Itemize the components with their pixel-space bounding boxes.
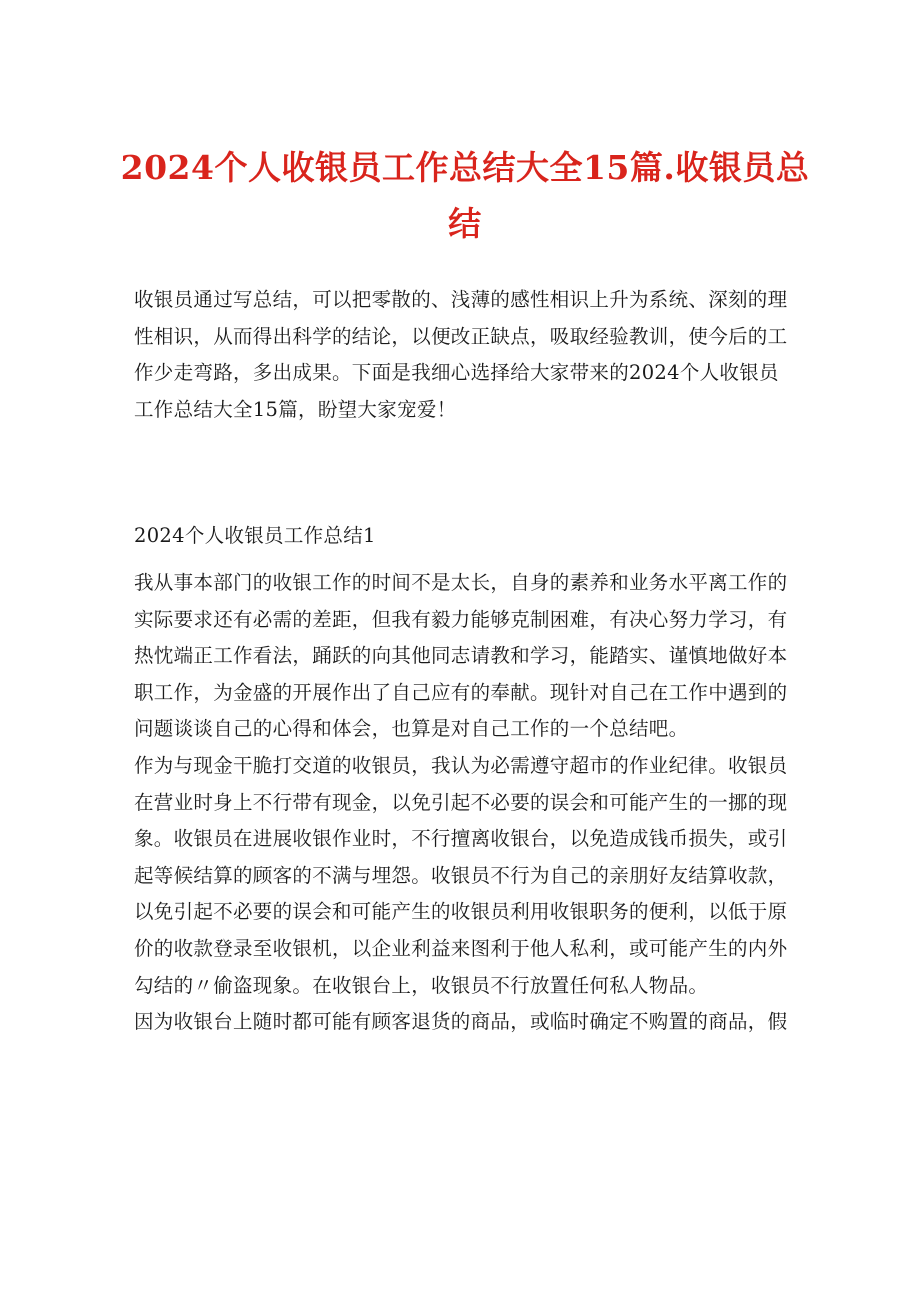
intro-paragraph: 收银员通过写总结，可以把零散的、浅薄的感性相识上升为系统、深刻的理性相识，从而得出科学的结论，以便改正缺点，吸取经验教训，使今后的工作少走弯路，多出成果。下面是我细心选择给大家带来的2024个人收银员工作总结大全15篇，盼望大家宠爱！ [134, 288, 788, 421]
section-heading: 2024个人收银员工作总结1 [134, 524, 376, 547]
document-title: 2024个人收银员工作总结大全15篇.收银员总结 [120, 148, 810, 243]
body-paragraph: 我从事本部门的收银工作的时间不是太长，自身的素养和业务水平离工作的实际要求还有必需的差距，但我有毅力能够克制困难，有决心努力学习，有热忱端正工作看法，踊跃的向其他同志请教和学习，能踏实、谨慎地做好本职工作，为金盛的开展作出了自己应有的奉献。现针对自己在工作中遇到的问题谈谈自己的心得和体会，也算是对自己工作的一个总结吧。 [134, 571, 788, 741]
body-paragraph: 因为收银台上随时都可能有顾客退货的商品，或临时确定不购置的商品，假 [134, 1010, 788, 1034]
section-body [134, 565, 794, 1041]
body-paragraph: 作为与现金干脆打交道的收银员，我认为必需遵守超市的作业纪律。收银员在营业时身上不行带有现金，以免引起不必要的误会和可能产生的一挪的现象。收银员在进展收银作业时，不行擅离收银台，以免造成钱币损失，或引起等候结算的顾客的不满与埋怨。收银员不行为自己的亲朋好友结算收款，以免引起不必要的误会和可能产生的收银员利用收银职务的便利，以低于原价的收款登录至收银机，以企业利益来图利于他人私利，或可能产生的内外勾结的〃偷盗现象。在收银台上，收银员不行放置任何私人物品。 [134, 753, 788, 997]
